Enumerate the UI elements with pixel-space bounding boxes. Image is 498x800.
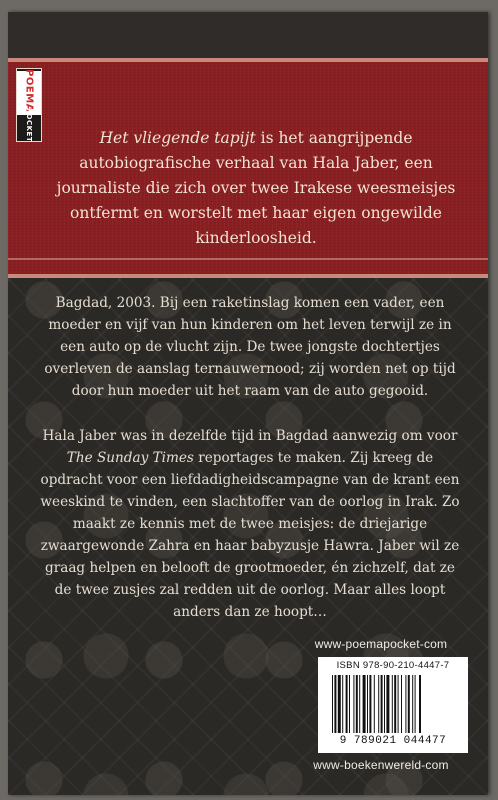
logo-pocket-text: POCKET [25,107,33,143]
paragraph-2-start: Hala Jaber was in dezelfde tijd in Bagdad aanwezig om voor [42,428,458,444]
publisher-url[interactable]: www-poemapocket-com [314,637,448,651]
synopsis-paragraph-2 [38,425,462,623]
book-back-cover [8,12,488,795]
synopsis-paragraph-1: Bagdad, 2003. Bij een raketinslag komen een vader, een moeder en vijf van hun kinderen om het leven terwijl ze in een auto op de vlucht zijn. De twee jongste dochtertjes overleven de aanslag ternauwernood; zij worden net op tijd door hun moeder uit het raam van de auto gegooid. [44,295,456,399]
blurb-body: is het aangrijpende autobiografische verhaal van Hala Jaber, een journaliste die zich over twee Irakese weesmeisjes ontfermt en worstelt met haar eigen ongewilde kinderloosheid. [56,129,456,247]
barcode-icon [332,675,458,733]
stripe-bottom [8,274,488,278]
newspaper-name: The Sunday Times [66,450,194,466]
store-url[interactable]: www-boekenwereld-com [313,758,449,772]
barcode-digits: 9 789021 044477 [339,735,447,747]
top-band [8,12,488,60]
barcode-label [318,657,468,753]
isbn-number: ISBN 978-90-210-4447-7 [336,660,450,671]
paragraph-2-end: reportages te maken. Zij kreeg de opdracht voor een liefdadigheidscampagne van de krant een weeskind te vinden, een slachtoffer van de oorlog in Irak. Zo maakt ze kennis met de twee meisjes: de driejarige zwaargewonde Zahra en haar babyzusje Hawra. Jaber wil ze graag helpen en belooft de grootmoeder, én zichzelf, dat ze de twee zusjes zal redden uit de oorlog. Maar alles loopt anders dan ze hoopt… [40,450,460,620]
book-title: Het vliegende tapijt [99,129,256,147]
stripe-bottom-inner [8,258,488,260]
blurb-text [54,126,458,251]
logo-poema-text: POEMA [23,69,35,112]
poema-pocket-logo [16,68,42,142]
